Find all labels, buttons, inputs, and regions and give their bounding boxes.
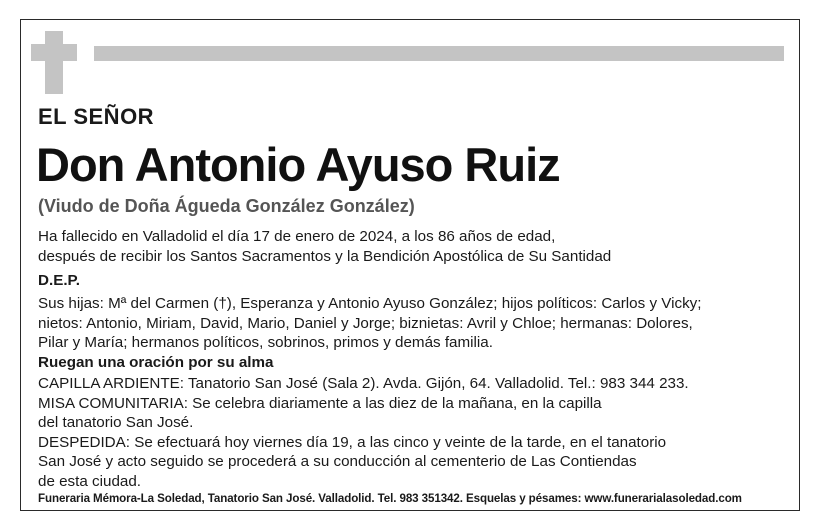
deceased-name: Don Antonio Ayuso Ruiz bbox=[36, 138, 560, 191]
family-line: Pilar y María; hermanos políticos, sobrinos, primos y demás familia. bbox=[38, 334, 493, 351]
cross-icon-vertical bbox=[45, 31, 63, 94]
widow-note: (Viudo de Doña Águeda González González) bbox=[38, 196, 415, 216]
farewell-line: DESPEDIDA: Se efectuará hoy viernes día 19, a las cinco y veinte de la tarde, en el tanatorio bbox=[38, 433, 667, 451]
farewell-line: San José y acto seguido se procederá a su conducción al cementerio de Las Contiendas bbox=[38, 453, 637, 470]
service-details bbox=[38, 374, 689, 491]
funeral-home-footer: Funeraria Mémora-La Soledad, Tanatorio San José. Valladolid. Tel. 983 351342. Esquelas y pésames: www.funerarialasoledad.com bbox=[38, 492, 742, 505]
announcement bbox=[38, 227, 611, 266]
honorific-title: EL SEÑOR bbox=[38, 104, 155, 129]
family-line: nietos: Antonio, Miriam, David, Mario, Daniel y Jorge; biznietas: Avril y Chloe; hermanas: Dolores, bbox=[38, 314, 693, 332]
decorative-bar bbox=[94, 46, 784, 61]
chapel-line: CAPILLA ARDIENTE: Tanatorio San José (Sala 2). Avda. Gijón, 64. Valladolid. Tel.: 983 344 233. bbox=[38, 375, 689, 392]
mass-line: MISA COMUNITARIA: Se celebra diariamente a las diez de la mañana, en la capilla bbox=[38, 394, 602, 412]
family-list bbox=[38, 294, 702, 353]
dep-label: D.E.P. bbox=[38, 272, 80, 289]
announcement-line: Ha fallecido en Valladolid el día 17 de enero de 2024, a los 86 años de edad, bbox=[38, 228, 556, 245]
family-line: Sus hijas: Mª del Carmen (†), Esperanza y Antonio Ayuso González; hijos políticos: Carlos y Vicky; bbox=[38, 295, 702, 312]
farewell-line: de esta ciudad. bbox=[38, 472, 142, 490]
mass-line: del tanatorio San José. bbox=[38, 414, 194, 431]
prayer-request: Ruegan una oración por su alma bbox=[38, 354, 274, 371]
cross-icon-horizontal bbox=[31, 44, 77, 61]
announcement-line: después de recibir los Santos Sacramentos y la Bendición Apostólica de Su Santidad bbox=[38, 247, 612, 265]
